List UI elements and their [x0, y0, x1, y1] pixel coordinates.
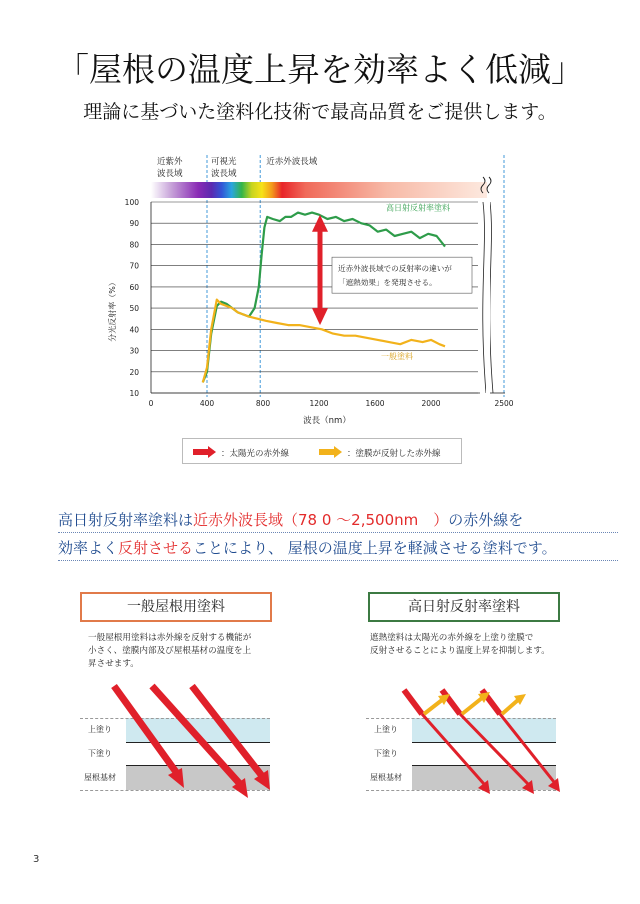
layer-label: 上塗り [88, 725, 112, 734]
page-title: 「屋根の温度上昇を効率よく低減」 [56, 50, 584, 89]
panel-desc-general [88, 632, 288, 671]
legend-item-reflected-ir [319, 446, 441, 459]
y-tick-label: 30 [129, 346, 139, 356]
solar-ir-arrow-icon [442, 690, 534, 794]
series-label: 一般塗料 [381, 352, 413, 362]
layer-label: 下塗り [374, 749, 398, 758]
reflected-ir-arrow-icon [502, 694, 526, 714]
solar-ir-arrow-icon [114, 686, 184, 788]
y-tick-label: 90 [129, 219, 139, 229]
desc-line: 遮熱塗料は太陽光の赤外線を上塗り塗膜で [370, 633, 534, 643]
layer-label: 屋根基材 [84, 773, 116, 782]
y-tick-label: 10 [129, 389, 139, 398]
statement-highlight: 反射させる [118, 539, 194, 557]
axis-break-gap [486, 200, 490, 395]
legend-label-reflected-ir: ：塗膜が反射した赤外線 [347, 449, 441, 459]
band-label: 近紫外 [157, 157, 183, 167]
statement-text: 効率よく [58, 539, 119, 557]
x-tick-label: 2000 [421, 399, 441, 408]
band-label: 近赤外波長域 [266, 157, 318, 167]
y-tick-label: 80 [129, 240, 139, 250]
panel-title-high-reflect: 高日射反射率塗料 [368, 592, 560, 622]
x-tick-label: 800 [255, 399, 271, 408]
statement-text: 高日射反射率塗料は [58, 511, 194, 529]
band-label: 可視光 [211, 157, 237, 167]
reflectance-chart [100, 145, 530, 430]
band-label: 波長域 [211, 169, 237, 179]
arrows-general [92, 672, 322, 802]
series-label: 高日射反射率塗料 [386, 203, 450, 213]
y-tick-label: 40 [129, 325, 139, 335]
annotation-line: 「遮熱効果」を発現させる。 [338, 278, 437, 288]
solar-ir-arrow-icon [404, 690, 490, 794]
chart-annotation [312, 215, 472, 325]
layer-label: 屋根基材 [370, 773, 402, 782]
legend-item-solar-ir [193, 446, 290, 459]
statement-text: ことにより、 屋根の温度上昇を軽減させる塗料です。 [193, 539, 557, 557]
page-subtitle: 理論に基づいた塗料化技術で最高品質をご提供します。 [83, 101, 557, 123]
legend-label-solar-ir: ：太陽光の赤外線 [221, 449, 290, 459]
arrow-head-down [312, 308, 328, 325]
panel-desc-high-reflect [370, 632, 570, 658]
y-axis-label: 分光反射率（%） [108, 278, 117, 342]
x-tick-label: 400 [199, 399, 215, 408]
annotation-line: 近赤外波長域での反射率の違いが [338, 264, 452, 274]
y-tick-label: 60 [129, 282, 139, 292]
desc-line: 昇させます。 [88, 659, 139, 669]
desc-line: 反射させることにより温度上昇を抑制します。 [370, 646, 550, 656]
layer-label: 下塗り [88, 749, 112, 758]
reflected-ir-arrow-icon [462, 692, 490, 714]
statement-line-1 [58, 510, 618, 533]
x-tick-label: 1600 [365, 399, 385, 408]
x-tick-label: 2500 [494, 399, 514, 408]
y-tick-label: 100 [124, 198, 139, 207]
x-tick-label: 0 [148, 399, 154, 408]
arrows-high-reflect [378, 672, 608, 802]
desc-line: 小さく、塗膜内部及び屋根基材の温度を上 [88, 646, 252, 656]
x-tick-label: 1200 [309, 399, 329, 408]
layer-label: 上塗り [374, 725, 398, 734]
annotation-box [332, 257, 472, 293]
chart-legend [182, 438, 462, 464]
panel-title-general: 一般屋根用塗料 [80, 592, 272, 622]
spectrum-bar [151, 182, 487, 198]
band-label: 波長域 [157, 169, 183, 179]
y-tick-label: 50 [129, 304, 139, 314]
page-number: 3 [33, 854, 40, 865]
y-tick-label: 20 [129, 367, 139, 377]
desc-line: 一般屋根用塗料は赤外線を反射する機能が [88, 633, 252, 643]
statement-text: の赤外線を [448, 511, 524, 529]
x-axis-label: 波長（nm） [303, 416, 351, 426]
statement-highlight: 近赤外波長域（78 0 ～2,500nm ） [193, 511, 449, 529]
y-tick-label: 70 [129, 261, 139, 271]
reflected-ir-arrow-icon [424, 694, 450, 714]
statement-line-2 [58, 538, 618, 561]
